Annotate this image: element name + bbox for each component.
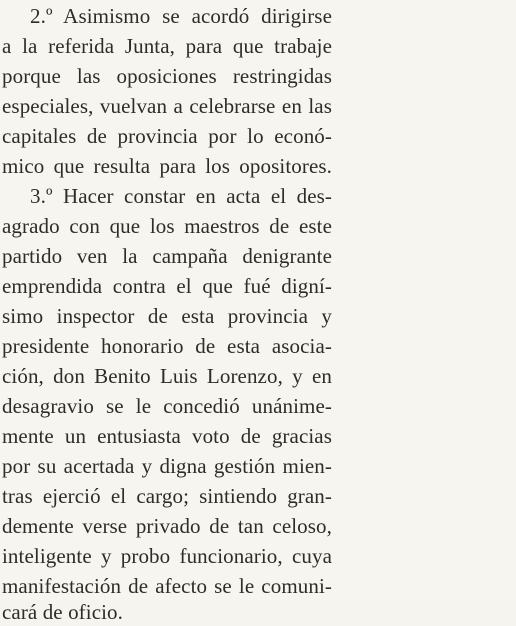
paragraph-3-line-9: mente un entusiasta voto de gracias [2,424,332,448]
paragraph-2-line-4: especiales, vuelvan a celebrarse en las [2,94,332,118]
paragraph-3-line-4: emprendida contra el que fué digní- [2,274,332,298]
paragraph-3-line-2: agrado con que los maestros de este [2,214,332,238]
paragraph-3-line-10: por su acertada y digna gestión mien- [2,454,332,478]
paragraph-3-line-5: simo inspector de esta provincia y [2,304,332,328]
paragraph-3-line-8: desagravio se le concedió unánime- [2,394,332,418]
paragraph-3-line-7: ción, don Benito Luis Lorenzo, y en [2,364,332,388]
paragraph-2-line-5: capitales de provincia por lo econó- [2,124,332,148]
paragraph-3-line-12: demente verse privado de tan celoso, [2,514,332,538]
paragraph-3-line-14: manifestación de afecto se le comuni- [2,574,332,598]
paragraph-2-line-3: porque las oposiciones restringidas [2,64,332,88]
paragraph-3-line-6: presidente honorario de esta asocia- [2,334,332,358]
paragraph-2-line-2: a la referida Junta, para que trabaje [2,34,332,58]
paragraph-3-line-13: inteligente y probo funcionario, cuya [2,544,332,568]
paragraph-2-line-6: mico que resulta para los opositores. [2,154,332,178]
paragraph-3-line-11: tras ejerció el cargo; sintiendo gran- [2,484,332,508]
paragraph-2-line-1: 2.º Asimismo se acordó dirigirse [30,4,332,28]
paragraph-3-line-3: partido ven la campaña denigrante [2,244,332,268]
paragraph-3-line-1: 3.º Hacer constar en acta el des- [30,184,332,208]
paragraph-3-line-15: cará de oficio. [2,600,124,624]
